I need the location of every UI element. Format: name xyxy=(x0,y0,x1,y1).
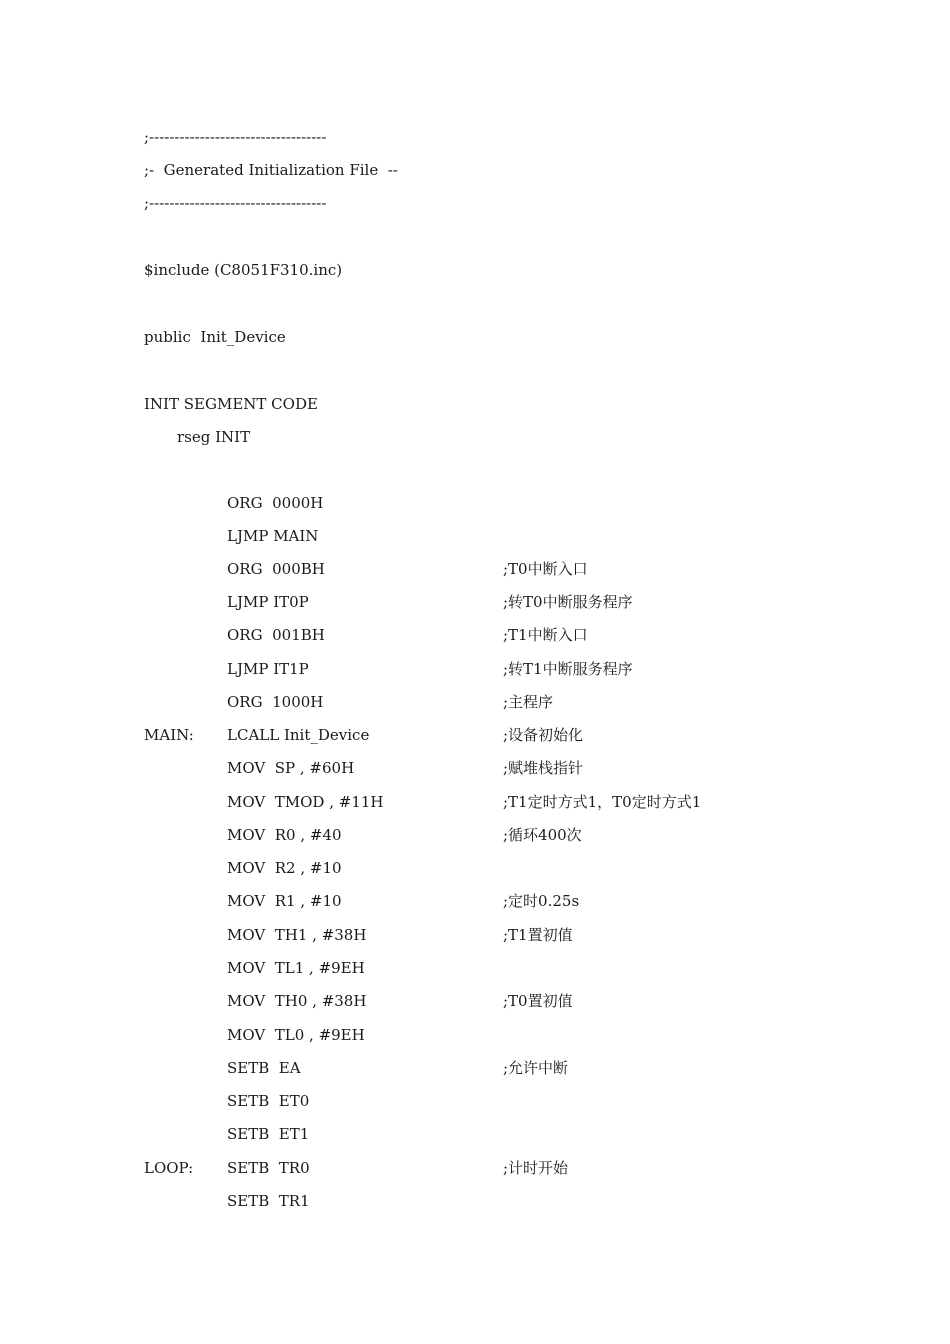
code-instruction: MOV SP , #60H xyxy=(227,759,355,777)
code-comment: ;T1中断入口 xyxy=(503,626,588,644)
code-comment: ;设备初始化 xyxy=(503,726,584,744)
code-line xyxy=(0,559,950,592)
code-line xyxy=(0,526,950,559)
code-comment: ;转T0中断服务程序 xyxy=(503,593,633,611)
code-line xyxy=(0,725,950,758)
code-line xyxy=(0,1091,950,1124)
code-line xyxy=(0,991,950,1024)
segment-declaration: INIT SEGMENT CODE xyxy=(144,395,318,413)
code-instruction: LCALL Init_Device xyxy=(227,726,370,744)
code-comment: ;定时0.25s xyxy=(503,892,580,910)
code-line xyxy=(0,1191,950,1224)
code-line xyxy=(0,1124,950,1157)
code-line xyxy=(0,958,950,991)
code-label: MAIN: xyxy=(144,726,194,744)
code-instruction: MOV TL0 , #9EH xyxy=(227,1026,365,1044)
code-line xyxy=(0,659,950,692)
code-line xyxy=(0,792,950,825)
code-label: LOOP: xyxy=(144,1159,194,1177)
code-instruction: SETB TR1 xyxy=(227,1192,310,1210)
code-comment: ;T0置初值 xyxy=(503,992,573,1010)
code-instruction: MOV TH0 , #38H xyxy=(227,992,367,1010)
code-line xyxy=(0,692,950,725)
code-line xyxy=(0,1158,950,1191)
code-line xyxy=(0,891,950,924)
code-instruction: ORG 001BH xyxy=(227,626,325,644)
code-comment: ;赋堆栈指针 xyxy=(503,759,584,777)
code-instruction: ORG 0000H xyxy=(227,494,324,512)
code-comment: ;计时开始 xyxy=(503,1159,569,1177)
code-line xyxy=(0,493,950,526)
code-instruction: MOV R1 , #10 xyxy=(227,892,342,910)
code-line xyxy=(0,625,950,658)
code-instruction: LJMP IT0P xyxy=(227,593,309,611)
code-comment: ;T0中断入口 xyxy=(503,560,588,578)
public-declaration: public Init_Device xyxy=(144,328,286,346)
code-instruction: MOV TL1 , #9EH xyxy=(227,959,365,977)
header-line: ;----------------------------------- xyxy=(144,194,327,212)
code-instruction: MOV TH1 , #38H xyxy=(227,926,367,944)
code-comment: ;主程序 xyxy=(503,693,554,711)
code-instruction: SETB ET1 xyxy=(227,1125,310,1143)
code-instruction: ORG 1000H xyxy=(227,693,324,711)
code-line xyxy=(0,592,950,625)
code-line xyxy=(0,858,950,891)
header-line: ;----------------------------------- xyxy=(144,128,327,146)
code-line xyxy=(0,925,950,958)
code-instruction: ORG 000BH xyxy=(227,560,325,578)
code-instruction: SETB ET0 xyxy=(227,1092,310,1110)
include-line xyxy=(0,260,950,293)
rseg-directive: rseg INIT xyxy=(177,428,251,446)
segment-line xyxy=(0,394,950,427)
include-directive: $include (C8051F310.inc) xyxy=(144,261,343,279)
public-line xyxy=(0,327,950,360)
code-comment: ;转T1中断服务程序 xyxy=(503,660,633,678)
header-rule-top xyxy=(0,127,950,160)
code-line xyxy=(0,1025,950,1058)
code-instruction: MOV TMOD , #11H xyxy=(227,793,384,811)
code-instruction: SETB EA xyxy=(227,1059,301,1077)
code-comment: ;允许中断 xyxy=(503,1059,569,1077)
header-title-line xyxy=(0,160,950,193)
code-comment: ;T1置初值 xyxy=(503,926,573,944)
code-comment: ;T1定时方式1，T0定时方式1 xyxy=(503,793,702,811)
header-rule-bottom xyxy=(0,193,950,226)
code-instruction: SETB TR0 xyxy=(227,1159,310,1177)
code-instruction: LJMP MAIN xyxy=(227,527,319,545)
rseg-line xyxy=(0,427,950,460)
code-instruction: MOV R0 , #40 xyxy=(227,826,342,844)
header-line: ;- Generated Initialization File -- xyxy=(144,161,398,179)
code-line xyxy=(0,825,950,858)
code-instruction: MOV R2 , #10 xyxy=(227,859,342,877)
code-comment: ;循环400次 xyxy=(503,826,582,844)
code-line xyxy=(0,758,950,791)
code-line xyxy=(0,1058,950,1091)
code-instruction: LJMP IT1P xyxy=(227,660,309,678)
